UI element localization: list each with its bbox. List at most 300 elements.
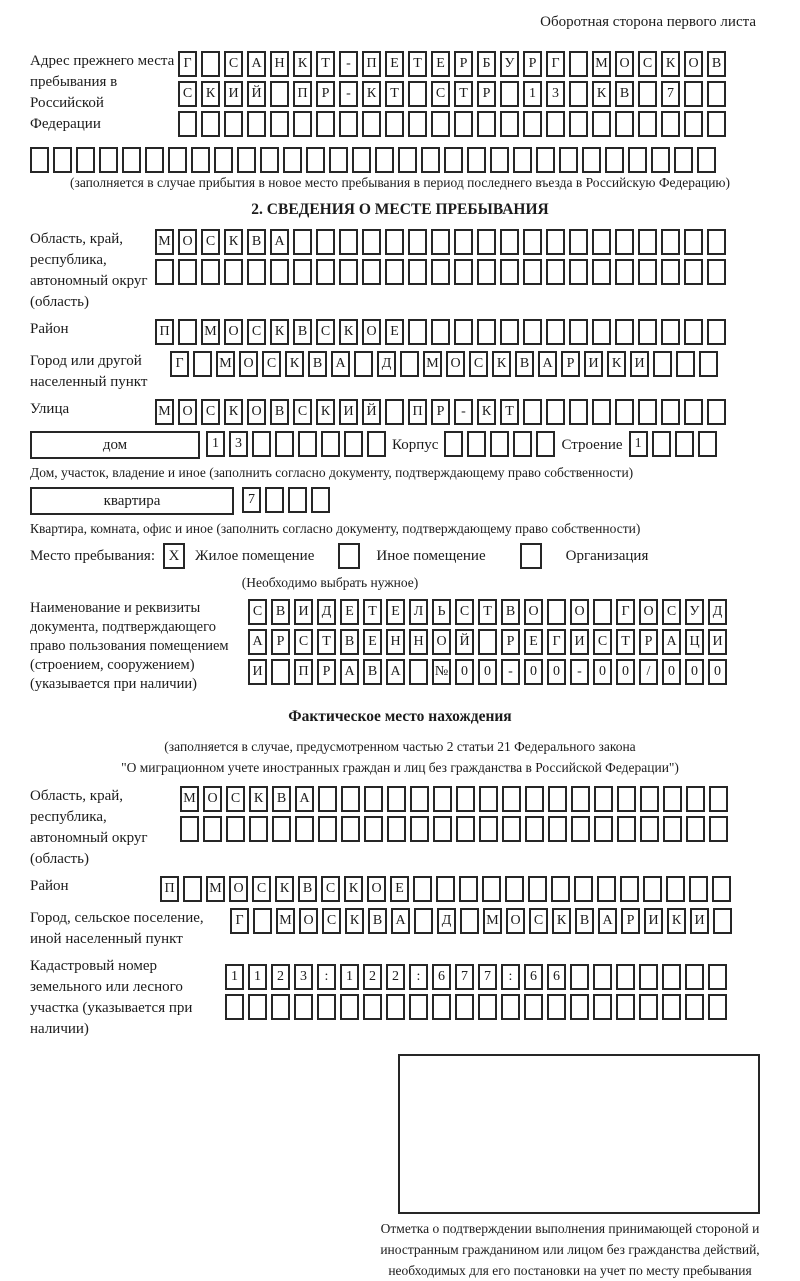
char-box[interactable] <box>362 111 381 137</box>
char-box[interactable]: Т <box>385 81 404 107</box>
char-box[interactable] <box>709 786 728 812</box>
char-box[interactable]: Г <box>178 51 197 77</box>
char-box[interactable] <box>99 147 118 173</box>
char-box[interactable] <box>698 431 717 457</box>
char-box[interactable]: Г <box>170 351 189 377</box>
char-box[interactable]: А <box>391 908 410 934</box>
char-box[interactable] <box>385 229 404 255</box>
char-box[interactable] <box>685 964 704 990</box>
char-box[interactable]: С <box>529 908 548 934</box>
char-box[interactable] <box>270 81 289 107</box>
char-box[interactable] <box>341 786 360 812</box>
char-box[interactable]: С <box>662 599 681 625</box>
char-box[interactable] <box>460 908 479 934</box>
char-box[interactable] <box>490 147 509 173</box>
char-box[interactable]: И <box>690 908 709 934</box>
char-box[interactable]: О <box>684 51 703 77</box>
char-box[interactable]: И <box>294 599 313 625</box>
char-box[interactable] <box>201 111 220 137</box>
char-box[interactable]: Р <box>317 659 336 685</box>
char-box[interactable] <box>431 319 450 345</box>
char-box[interactable] <box>339 229 358 255</box>
char-box[interactable] <box>528 876 547 902</box>
char-box[interactable]: О <box>239 351 258 377</box>
char-box[interactable] <box>707 399 726 425</box>
char-box[interactable]: К <box>249 786 268 812</box>
char-box[interactable]: 0 <box>478 659 497 685</box>
char-box[interactable]: Й <box>362 399 381 425</box>
char-box[interactable] <box>548 786 567 812</box>
char-box[interactable]: О <box>367 876 386 902</box>
char-box[interactable] <box>249 816 268 842</box>
char-box[interactable]: В <box>293 319 312 345</box>
char-box[interactable]: 0 <box>662 659 681 685</box>
char-box[interactable]: К <box>316 399 335 425</box>
char-box[interactable]: Р <box>454 51 473 77</box>
char-box[interactable] <box>375 147 394 173</box>
char-box[interactable] <box>253 908 272 934</box>
char-box[interactable]: 0 <box>455 659 474 685</box>
char-box[interactable] <box>593 964 612 990</box>
char-box[interactable] <box>502 786 521 812</box>
char-box[interactable] <box>455 994 474 1020</box>
char-box[interactable] <box>605 147 624 173</box>
char-box[interactable]: К <box>293 51 312 77</box>
char-box[interactable]: Т <box>363 599 382 625</box>
dom-type-box[interactable]: дом <box>30 431 200 459</box>
char-box[interactable] <box>30 147 49 173</box>
char-box[interactable]: И <box>224 81 243 107</box>
char-box[interactable]: К <box>477 399 496 425</box>
char-box[interactable] <box>283 147 302 173</box>
char-box[interactable]: В <box>615 81 634 107</box>
char-box[interactable] <box>477 111 496 137</box>
char-box[interactable]: С <box>248 599 267 625</box>
char-box[interactable]: 7 <box>455 964 474 990</box>
char-box[interactable] <box>661 319 680 345</box>
char-box[interactable] <box>617 786 636 812</box>
char-box[interactable]: Н <box>270 51 289 77</box>
char-box[interactable] <box>707 111 726 137</box>
char-box[interactable]: С <box>593 629 612 655</box>
char-box[interactable]: С <box>226 786 245 812</box>
char-box[interactable] <box>640 816 659 842</box>
char-box[interactable]: С <box>293 399 312 425</box>
char-box[interactable] <box>270 259 289 285</box>
char-box[interactable] <box>408 259 427 285</box>
char-box[interactable]: Т <box>317 629 336 655</box>
char-box[interactable] <box>414 908 433 934</box>
char-box[interactable]: Д <box>317 599 336 625</box>
char-box[interactable] <box>685 994 704 1020</box>
char-box[interactable]: У <box>685 599 704 625</box>
char-box[interactable]: 3 <box>546 81 565 107</box>
char-box[interactable] <box>684 81 703 107</box>
char-box[interactable] <box>615 399 634 425</box>
char-box[interactable] <box>248 994 267 1020</box>
char-box[interactable] <box>193 351 212 377</box>
char-box[interactable] <box>707 319 726 345</box>
char-box[interactable] <box>490 431 509 457</box>
char-box[interactable]: М <box>201 319 220 345</box>
char-box[interactable] <box>546 399 565 425</box>
char-box[interactable] <box>617 816 636 842</box>
char-box[interactable]: О <box>299 908 318 934</box>
char-box[interactable] <box>321 431 340 457</box>
char-box[interactable] <box>410 786 429 812</box>
char-box[interactable] <box>663 816 682 842</box>
char-box[interactable]: 2 <box>386 964 405 990</box>
char-box[interactable] <box>500 229 519 255</box>
char-box[interactable]: Р <box>316 81 335 107</box>
char-box[interactable]: М <box>206 876 225 902</box>
char-box[interactable]: А <box>386 659 405 685</box>
char-box[interactable] <box>247 111 266 137</box>
char-box[interactable]: И <box>248 659 267 685</box>
char-box[interactable]: Г <box>616 599 635 625</box>
char-box[interactable]: 1 <box>225 964 244 990</box>
char-box[interactable] <box>593 599 612 625</box>
char-box[interactable] <box>444 147 463 173</box>
char-box[interactable]: И <box>630 351 649 377</box>
char-box[interactable] <box>523 229 542 255</box>
char-box[interactable]: И <box>570 629 589 655</box>
char-box[interactable]: 2 <box>363 964 382 990</box>
char-box[interactable] <box>559 147 578 173</box>
char-box[interactable]: 7 <box>661 81 680 107</box>
char-box[interactable] <box>178 111 197 137</box>
char-box[interactable] <box>183 876 202 902</box>
char-box[interactable]: Д <box>708 599 727 625</box>
char-box[interactable]: Д <box>437 908 456 934</box>
char-box[interactable]: К <box>661 51 680 77</box>
char-box[interactable] <box>620 876 639 902</box>
char-box[interactable]: О <box>247 399 266 425</box>
char-box[interactable]: П <box>408 399 427 425</box>
char-box[interactable] <box>616 964 635 990</box>
char-box[interactable]: Ь <box>432 599 451 625</box>
char-box[interactable] <box>432 994 451 1020</box>
char-box[interactable]: П <box>160 876 179 902</box>
char-box[interactable]: 6 <box>547 964 566 990</box>
char-box[interactable] <box>707 229 726 255</box>
char-box[interactable] <box>570 964 589 990</box>
char-box[interactable]: Е <box>431 51 450 77</box>
char-box[interactable]: Г <box>546 51 565 77</box>
char-box[interactable] <box>400 351 419 377</box>
char-box[interactable] <box>638 399 657 425</box>
char-box[interactable]: К <box>201 81 220 107</box>
char-box[interactable] <box>501 994 520 1020</box>
char-box[interactable] <box>329 147 348 173</box>
char-box[interactable]: Р <box>477 81 496 107</box>
char-box[interactable] <box>615 259 634 285</box>
char-box[interactable]: И <box>339 399 358 425</box>
char-box[interactable] <box>180 816 199 842</box>
char-box[interactable] <box>638 111 657 137</box>
char-box[interactable]: И <box>708 629 727 655</box>
char-box[interactable]: 0 <box>547 659 566 685</box>
char-box[interactable]: Е <box>390 876 409 902</box>
char-box[interactable] <box>408 81 427 107</box>
char-box[interactable]: В <box>501 599 520 625</box>
char-box[interactable] <box>311 487 330 513</box>
char-box[interactable]: В <box>298 876 317 902</box>
char-box[interactable] <box>569 229 588 255</box>
char-box[interactable]: В <box>247 229 266 255</box>
char-box[interactable] <box>638 259 657 285</box>
char-box[interactable]: 1 <box>206 431 225 457</box>
char-box[interactable]: К <box>552 908 571 934</box>
char-box[interactable]: П <box>155 319 174 345</box>
char-box[interactable] <box>456 786 475 812</box>
char-box[interactable] <box>76 147 95 173</box>
char-box[interactable]: К <box>344 876 363 902</box>
char-box[interactable] <box>226 816 245 842</box>
char-box[interactable]: 0 <box>593 659 612 685</box>
char-box[interactable]: П <box>293 81 312 107</box>
char-box[interactable]: О <box>178 399 197 425</box>
char-box[interactable]: С <box>431 81 450 107</box>
char-box[interactable] <box>569 51 588 77</box>
char-box[interactable] <box>546 259 565 285</box>
char-box[interactable] <box>456 816 475 842</box>
char-box[interactable]: 2 <box>271 964 290 990</box>
char-box[interactable]: М <box>180 786 199 812</box>
char-box[interactable]: О <box>224 319 243 345</box>
char-box[interactable]: Е <box>385 319 404 345</box>
char-box[interactable] <box>398 147 417 173</box>
char-box[interactable] <box>653 351 672 377</box>
char-box[interactable] <box>482 876 501 902</box>
char-box[interactable] <box>592 259 611 285</box>
char-box[interactable]: : <box>317 964 336 990</box>
char-box[interactable] <box>225 994 244 1020</box>
char-box[interactable]: У <box>500 51 519 77</box>
char-box[interactable] <box>640 786 659 812</box>
char-box[interactable] <box>661 111 680 137</box>
char-box[interactable]: Т <box>500 399 519 425</box>
char-box[interactable] <box>500 319 519 345</box>
char-box[interactable] <box>686 786 705 812</box>
char-box[interactable] <box>260 147 279 173</box>
char-box[interactable]: В <box>308 351 327 377</box>
char-box[interactable] <box>431 229 450 255</box>
char-box[interactable] <box>316 259 335 285</box>
char-box[interactable] <box>433 786 452 812</box>
char-box[interactable] <box>592 111 611 137</box>
char-box[interactable] <box>340 994 359 1020</box>
char-box[interactable]: Т <box>408 51 427 77</box>
char-box[interactable]: С <box>201 229 220 255</box>
char-box[interactable] <box>293 229 312 255</box>
char-box[interactable] <box>684 259 703 285</box>
char-box[interactable] <box>546 229 565 255</box>
char-box[interactable]: А <box>538 351 557 377</box>
char-box[interactable] <box>387 786 406 812</box>
char-box[interactable] <box>500 259 519 285</box>
char-box[interactable]: 3 <box>294 964 313 990</box>
char-box[interactable]: В <box>707 51 726 77</box>
char-box[interactable] <box>569 399 588 425</box>
char-box[interactable]: 7 <box>242 487 261 513</box>
char-box[interactable]: Г <box>230 908 249 934</box>
char-box[interactable] <box>316 111 335 137</box>
char-box[interactable] <box>431 111 450 137</box>
char-box[interactable] <box>318 786 337 812</box>
char-box[interactable]: Д <box>377 351 396 377</box>
char-box[interactable]: О <box>524 599 543 625</box>
char-box[interactable] <box>505 876 524 902</box>
char-box[interactable] <box>436 876 455 902</box>
char-box[interactable] <box>661 259 680 285</box>
char-box[interactable] <box>237 147 256 173</box>
char-box[interactable]: Е <box>340 599 359 625</box>
char-box[interactable] <box>191 147 210 173</box>
char-box[interactable] <box>145 147 164 173</box>
char-box[interactable] <box>525 786 544 812</box>
checkbox-zhiloe[interactable]: X <box>163 543 185 569</box>
char-box[interactable] <box>409 994 428 1020</box>
char-box[interactable]: С <box>178 81 197 107</box>
char-box[interactable]: А <box>331 351 350 377</box>
char-box[interactable] <box>122 147 141 173</box>
char-box[interactable]: 1 <box>340 964 359 990</box>
char-box[interactable] <box>467 431 486 457</box>
char-box[interactable]: В <box>515 351 534 377</box>
char-box[interactable]: С <box>322 908 341 934</box>
char-box[interactable] <box>413 876 432 902</box>
char-box[interactable]: В <box>575 908 594 934</box>
char-box[interactable] <box>477 319 496 345</box>
char-box[interactable] <box>500 81 519 107</box>
char-box[interactable] <box>548 816 567 842</box>
char-box[interactable] <box>433 816 452 842</box>
checkbox-inoe[interactable] <box>338 543 360 569</box>
char-box[interactable]: - <box>339 51 358 77</box>
char-box[interactable]: Е <box>524 629 543 655</box>
char-box[interactable]: С <box>469 351 488 377</box>
char-box[interactable]: Н <box>409 629 428 655</box>
char-box[interactable] <box>708 964 727 990</box>
char-box[interactable] <box>354 351 373 377</box>
char-box[interactable]: К <box>345 908 364 934</box>
char-box[interactable] <box>689 876 708 902</box>
char-box[interactable] <box>638 319 657 345</box>
char-box[interactable] <box>686 816 705 842</box>
char-box[interactable]: С <box>316 319 335 345</box>
char-box[interactable]: - <box>454 399 473 425</box>
char-box[interactable]: К <box>592 81 611 107</box>
char-box[interactable] <box>523 399 542 425</box>
char-box[interactable] <box>661 399 680 425</box>
char-box[interactable] <box>178 319 197 345</box>
char-box[interactable] <box>367 431 386 457</box>
char-box[interactable] <box>547 994 566 1020</box>
char-box[interactable] <box>479 816 498 842</box>
char-box[interactable] <box>569 81 588 107</box>
char-box[interactable] <box>363 994 382 1020</box>
char-box[interactable]: - <box>501 659 520 685</box>
char-box[interactable] <box>362 229 381 255</box>
char-box[interactable] <box>341 816 360 842</box>
char-box[interactable] <box>546 111 565 137</box>
char-box[interactable]: 6 <box>524 964 543 990</box>
char-box[interactable]: : <box>409 964 428 990</box>
char-box[interactable] <box>252 431 271 457</box>
char-box[interactable] <box>652 431 671 457</box>
char-box[interactable] <box>467 147 486 173</box>
char-box[interactable] <box>708 994 727 1020</box>
char-box[interactable] <box>362 259 381 285</box>
char-box[interactable]: А <box>248 629 267 655</box>
char-box[interactable] <box>697 147 716 173</box>
char-box[interactable]: Р <box>561 351 580 377</box>
char-box[interactable] <box>317 994 336 1020</box>
char-box[interactable] <box>594 816 613 842</box>
char-box[interactable] <box>666 876 685 902</box>
char-box[interactable]: С <box>262 351 281 377</box>
char-box[interactable]: : <box>501 964 520 990</box>
char-box[interactable]: К <box>285 351 304 377</box>
char-box[interactable] <box>707 81 726 107</box>
char-box[interactable]: В <box>363 659 382 685</box>
char-box[interactable] <box>651 147 670 173</box>
char-box[interactable] <box>409 659 428 685</box>
char-box[interactable] <box>385 399 404 425</box>
char-box[interactable]: Р <box>501 629 520 655</box>
char-box[interactable] <box>386 994 405 1020</box>
char-box[interactable] <box>569 319 588 345</box>
char-box[interactable]: М <box>423 351 442 377</box>
char-box[interactable] <box>593 994 612 1020</box>
char-box[interactable] <box>294 994 313 1020</box>
char-box[interactable]: Р <box>271 629 290 655</box>
char-box[interactable]: О <box>229 876 248 902</box>
char-box[interactable]: Л <box>409 599 428 625</box>
char-box[interactable]: Р <box>639 629 658 655</box>
char-box[interactable]: С <box>455 599 474 625</box>
char-box[interactable] <box>662 964 681 990</box>
char-box[interactable] <box>592 229 611 255</box>
char-box[interactable] <box>201 259 220 285</box>
char-box[interactable]: В <box>368 908 387 934</box>
char-box[interactable] <box>684 319 703 345</box>
char-box[interactable] <box>203 816 222 842</box>
char-box[interactable]: М <box>276 908 295 934</box>
char-box[interactable]: К <box>362 81 381 107</box>
char-box[interactable] <box>570 994 589 1020</box>
char-box[interactable] <box>615 111 634 137</box>
char-box[interactable] <box>574 876 593 902</box>
char-box[interactable]: К <box>275 876 294 902</box>
char-box[interactable] <box>592 399 611 425</box>
char-box[interactable] <box>662 994 681 1020</box>
char-box[interactable]: № <box>432 659 451 685</box>
char-box[interactable] <box>569 111 588 137</box>
char-box[interactable]: Б <box>477 51 496 77</box>
char-box[interactable] <box>408 319 427 345</box>
char-box[interactable]: О <box>570 599 589 625</box>
char-box[interactable] <box>201 51 220 77</box>
char-box[interactable] <box>523 319 542 345</box>
char-box[interactable] <box>638 81 657 107</box>
char-box[interactable] <box>663 786 682 812</box>
char-box[interactable] <box>478 994 497 1020</box>
char-box[interactable]: К <box>270 319 289 345</box>
char-box[interactable] <box>513 147 532 173</box>
char-box[interactable] <box>459 876 478 902</box>
